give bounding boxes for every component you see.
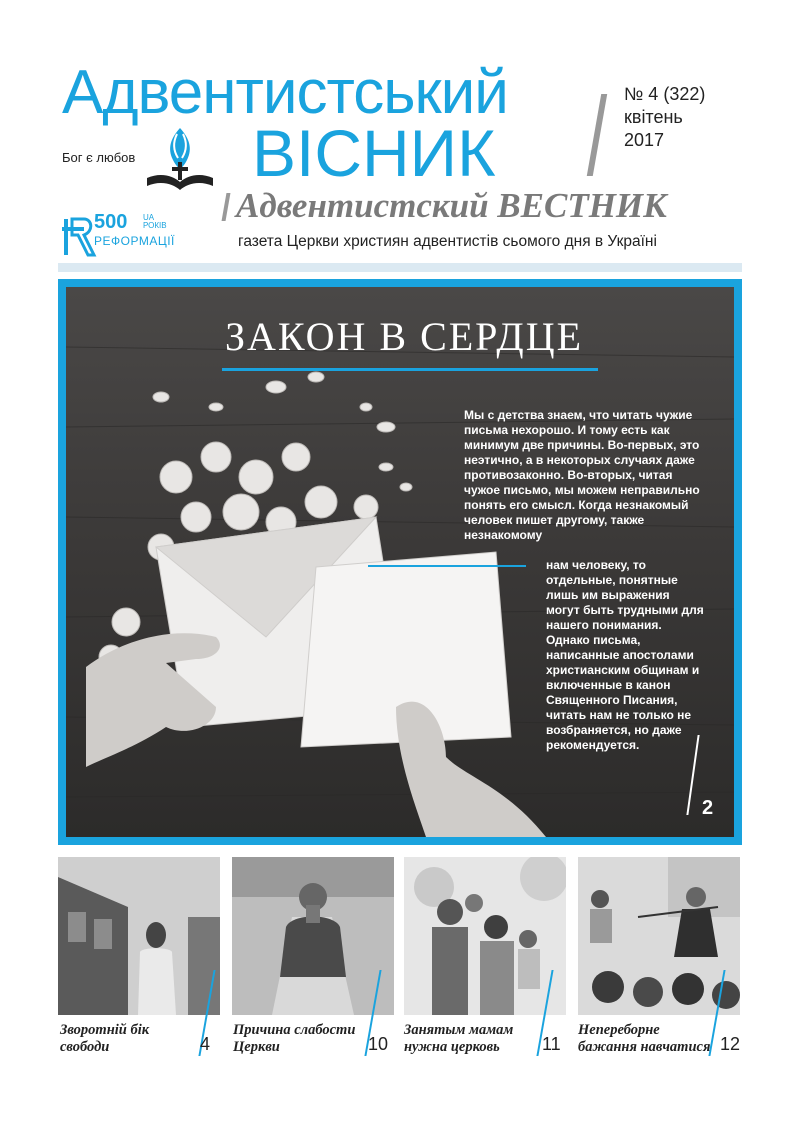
church-logo-icon [143,124,217,198]
reformation-years: РОКІВ [143,221,167,230]
issue-info [624,83,705,152]
issue-number: № 4 (322) [624,84,706,104]
masthead-subline: газета Церкви християн адвентистів сьомого дня в Україні [238,233,657,250]
teaser-title-1[interactable]: Зворотній бік свободи [60,1022,150,1055]
teaser-page-2[interactable]: 10 [368,1034,389,1054]
praying-man-illustration [232,857,394,1015]
teaser-title-4[interactable]: Непереборне бажання навчатися [578,1022,711,1055]
feature-body-part2: нам человеку, то отдельные, понятные лишь им выражения могут быть трудными для нашего понимания. Однако письма, написанные апостолами христианским общинам и включенные в канон Священного Писания, читать нам не только не возбраняется, но даже рекомендуется. [546,558,704,752]
masthead-rule [58,263,742,272]
body-rule [368,565,526,567]
masthead-title-line2: ВІСНИК [252,116,496,190]
masthead-title-line1: Адвентистський [62,58,508,127]
tagline: Бог є любов [62,150,136,165]
issue-month: квітень [624,107,683,127]
teaser-photo-1[interactable] [58,857,220,1015]
family-illustration [404,857,566,1015]
train-station-illustration [58,857,220,1015]
reformation-ua: UA [143,213,155,222]
reformation-number: 500 [94,211,128,233]
teaser-title-2[interactable]: Причина слабости Церкви [233,1022,356,1055]
issue-year: 2017 [624,130,665,150]
teaser-photo-4[interactable] [578,857,740,1015]
teaser-photo-2[interactable] [232,857,394,1015]
teaser-title-3[interactable]: Занятым мамам нужна церковь [404,1022,514,1055]
subtitle-divider [222,193,231,221]
subtitle-russian: Адвентистский ВЕСТНИК [236,186,667,225]
teaser-page-4[interactable]: 12 [720,1034,741,1054]
masthead-divider [587,94,607,176]
teaser-page-3[interactable]: 11 [542,1034,561,1054]
teaser-page-1[interactable]: 4 [200,1034,211,1054]
feature-headline: ЗАКОН В СЕРДЦЕ [225,314,584,359]
feature-page-link[interactable]: 2 [702,797,714,819]
teaser-photo-3[interactable] [404,857,566,1015]
headline-rule [222,368,598,371]
reformation-label: РЕФОРМАЦІЇ [94,234,175,248]
violinists-illustration [578,857,740,1015]
feature-body-part1: Мы с детства знаем, что читать чужие письма нехорошо. И тому есть как минимум две причины. Во-первых, это неэтично, а в некоторых случаях даже противозаконно. Во-вторых, читая чужое письмо, мы можем неправильно понять его смысл. Когда незнакомый человек пишет другому, также незнакомому [464,408,700,542]
